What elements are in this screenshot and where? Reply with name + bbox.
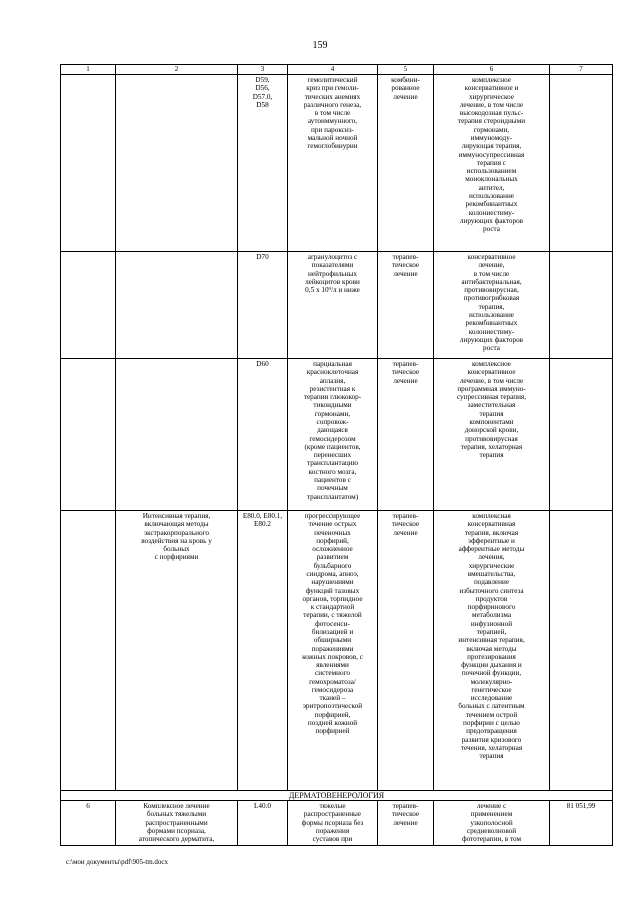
cell-treatment-method: консервативное лечение, в том числе антибактериальная, противовирусная, противогрибковая терапия, использование рекомбинантных колониестиму- лирующих факторов роста: [434, 252, 550, 359]
cell-method: Комплексное лечение больных тяжелыми распространенными формами псориаза, атопического дерматита,: [116, 801, 238, 845]
cell-treatment-type: терапев- тическое лечение: [378, 359, 434, 511]
column-number-7: 7: [550, 65, 613, 75]
cell-icd-code: D59, D56, D57.0, D58: [238, 75, 288, 252]
cell-model: агранулоцитоз с показателями нейтрофильных лейкоцитов крови 0,5 х 10⁹/л и ниже: [288, 252, 378, 359]
column-number-6: 6: [434, 65, 550, 75]
cell-number: [61, 252, 116, 359]
cell-model: прогрессирующее течение острых печеночных порфирий, осложненное развитием бульбарного синдрома, апноэ, нарушениями функций тазовых органов, торпидное к стандартной терапии, с тяжелой фотосенси- билизацией и обширными поражениями кожных покровов, с явлениями системного гемохроматоза/ гемосидероза тканей – эритропоэтической порфирией, поздней кожной порфирией: [288, 511, 378, 791]
cell-icd-code: D60: [238, 359, 288, 511]
cell-method: [116, 75, 238, 252]
column-number-2: 2: [116, 65, 238, 75]
table-row: [61, 511, 613, 791]
cell-treatment-method: комплексное консервативное лечение, в том числе программная иммуно- супрессивная терапия, заместительная терапия компонентами донорской крови, противовирусная терапия, хелаторная терапия: [434, 359, 550, 511]
cell-cost: [550, 511, 613, 791]
cell-cost: [550, 359, 613, 511]
cell-number: [61, 359, 116, 511]
cell-number: [61, 511, 116, 791]
page-number: 159: [312, 40, 328, 51]
table-header-row: [61, 65, 613, 75]
cell-number: [61, 75, 116, 252]
cell-icd-code: L40.0: [238, 801, 288, 845]
cell-model: парциальная красноклеточная аплазия, резистентная к терапии глюкокор- тикоидными гормонами, сопровож- дающаяся гемосидерозом (кроме пациентов, перенесших трансплантацию костного мозга, пациентов с почечным трансплантатом): [288, 359, 378, 511]
cell-method: Интенсивная терапия, включающая методы экстракорпорального воздействия на кровь у больных с порфириями: [116, 511, 238, 791]
cell-treatment-type: терапев- тическое лечение: [378, 801, 434, 845]
cell-cost: 81 051,99: [550, 801, 613, 845]
column-number-3: 3: [238, 65, 288, 75]
cell-cost: [550, 75, 613, 252]
table-row: [61, 801, 613, 845]
cell-model: гемолитический криз при гемоли- тических анемиях различного генеза, в том числе аутоиммунного, при пароксиз- мальной ночной гемоглобинурии: [288, 75, 378, 252]
section-row: [61, 791, 613, 801]
treatment-table: [60, 64, 613, 846]
cell-model: тяжелые распространенные формы псориаза без поражения суставов при: [288, 801, 378, 845]
cell-method: [116, 359, 238, 511]
cell-treatment-type: терапев- тическое лечение: [378, 252, 434, 359]
table-row: [61, 252, 613, 359]
cell-treatment-method: лечение с применением узкополосной средневолновой фототерапии, в том: [434, 801, 550, 845]
column-number-4: 4: [288, 65, 378, 75]
table-row: [61, 75, 613, 252]
cell-icd-code: E80.0, E80.1, E80.2: [238, 511, 288, 791]
table-row: [61, 359, 613, 511]
cell-treatment-method: комплексная консервативная терапия, включая эфферентные и афферентные методы лечения, хирургические вмешательства, подавление избыточного синтеза продуктов порфиринового метаболизма инфузионной терапией, интенсивная терапия, включая методы протезирования функции дыхания и почечной функции, молекулярно- генетическое исследование больных с латентным течением острой порфирии с целью предотвращения развития кризового течения, хелаторная терапия: [434, 511, 550, 791]
column-number-5: 5: [378, 65, 434, 75]
cell-cost: [550, 252, 613, 359]
section-title: ДЕРМАТОВЕНЕРОЛОГИЯ: [61, 791, 613, 801]
column-number-1: 1: [61, 65, 116, 75]
cell-method: [116, 252, 238, 359]
cell-number: 6: [61, 801, 116, 845]
cell-treatment-type: терапев- тическое лечение: [378, 511, 434, 791]
cell-treatment-type: комбини- рованное лечение: [378, 75, 434, 252]
cell-treatment-method: комплексное консервативное и хирургическое лечение, в том числе высокодозная пульс- терапия стероидными гормонами, иммуномоду- лирующая терапия, иммуносупрессивная терапия с использованием моноклональных антител, использование рекомбинантных колониестиму- лирующих факторов роста: [434, 75, 550, 252]
file-path-footer: c:\мои документы\pdf\905-tm.docx: [66, 858, 169, 866]
cell-icd-code: D70: [238, 252, 288, 359]
